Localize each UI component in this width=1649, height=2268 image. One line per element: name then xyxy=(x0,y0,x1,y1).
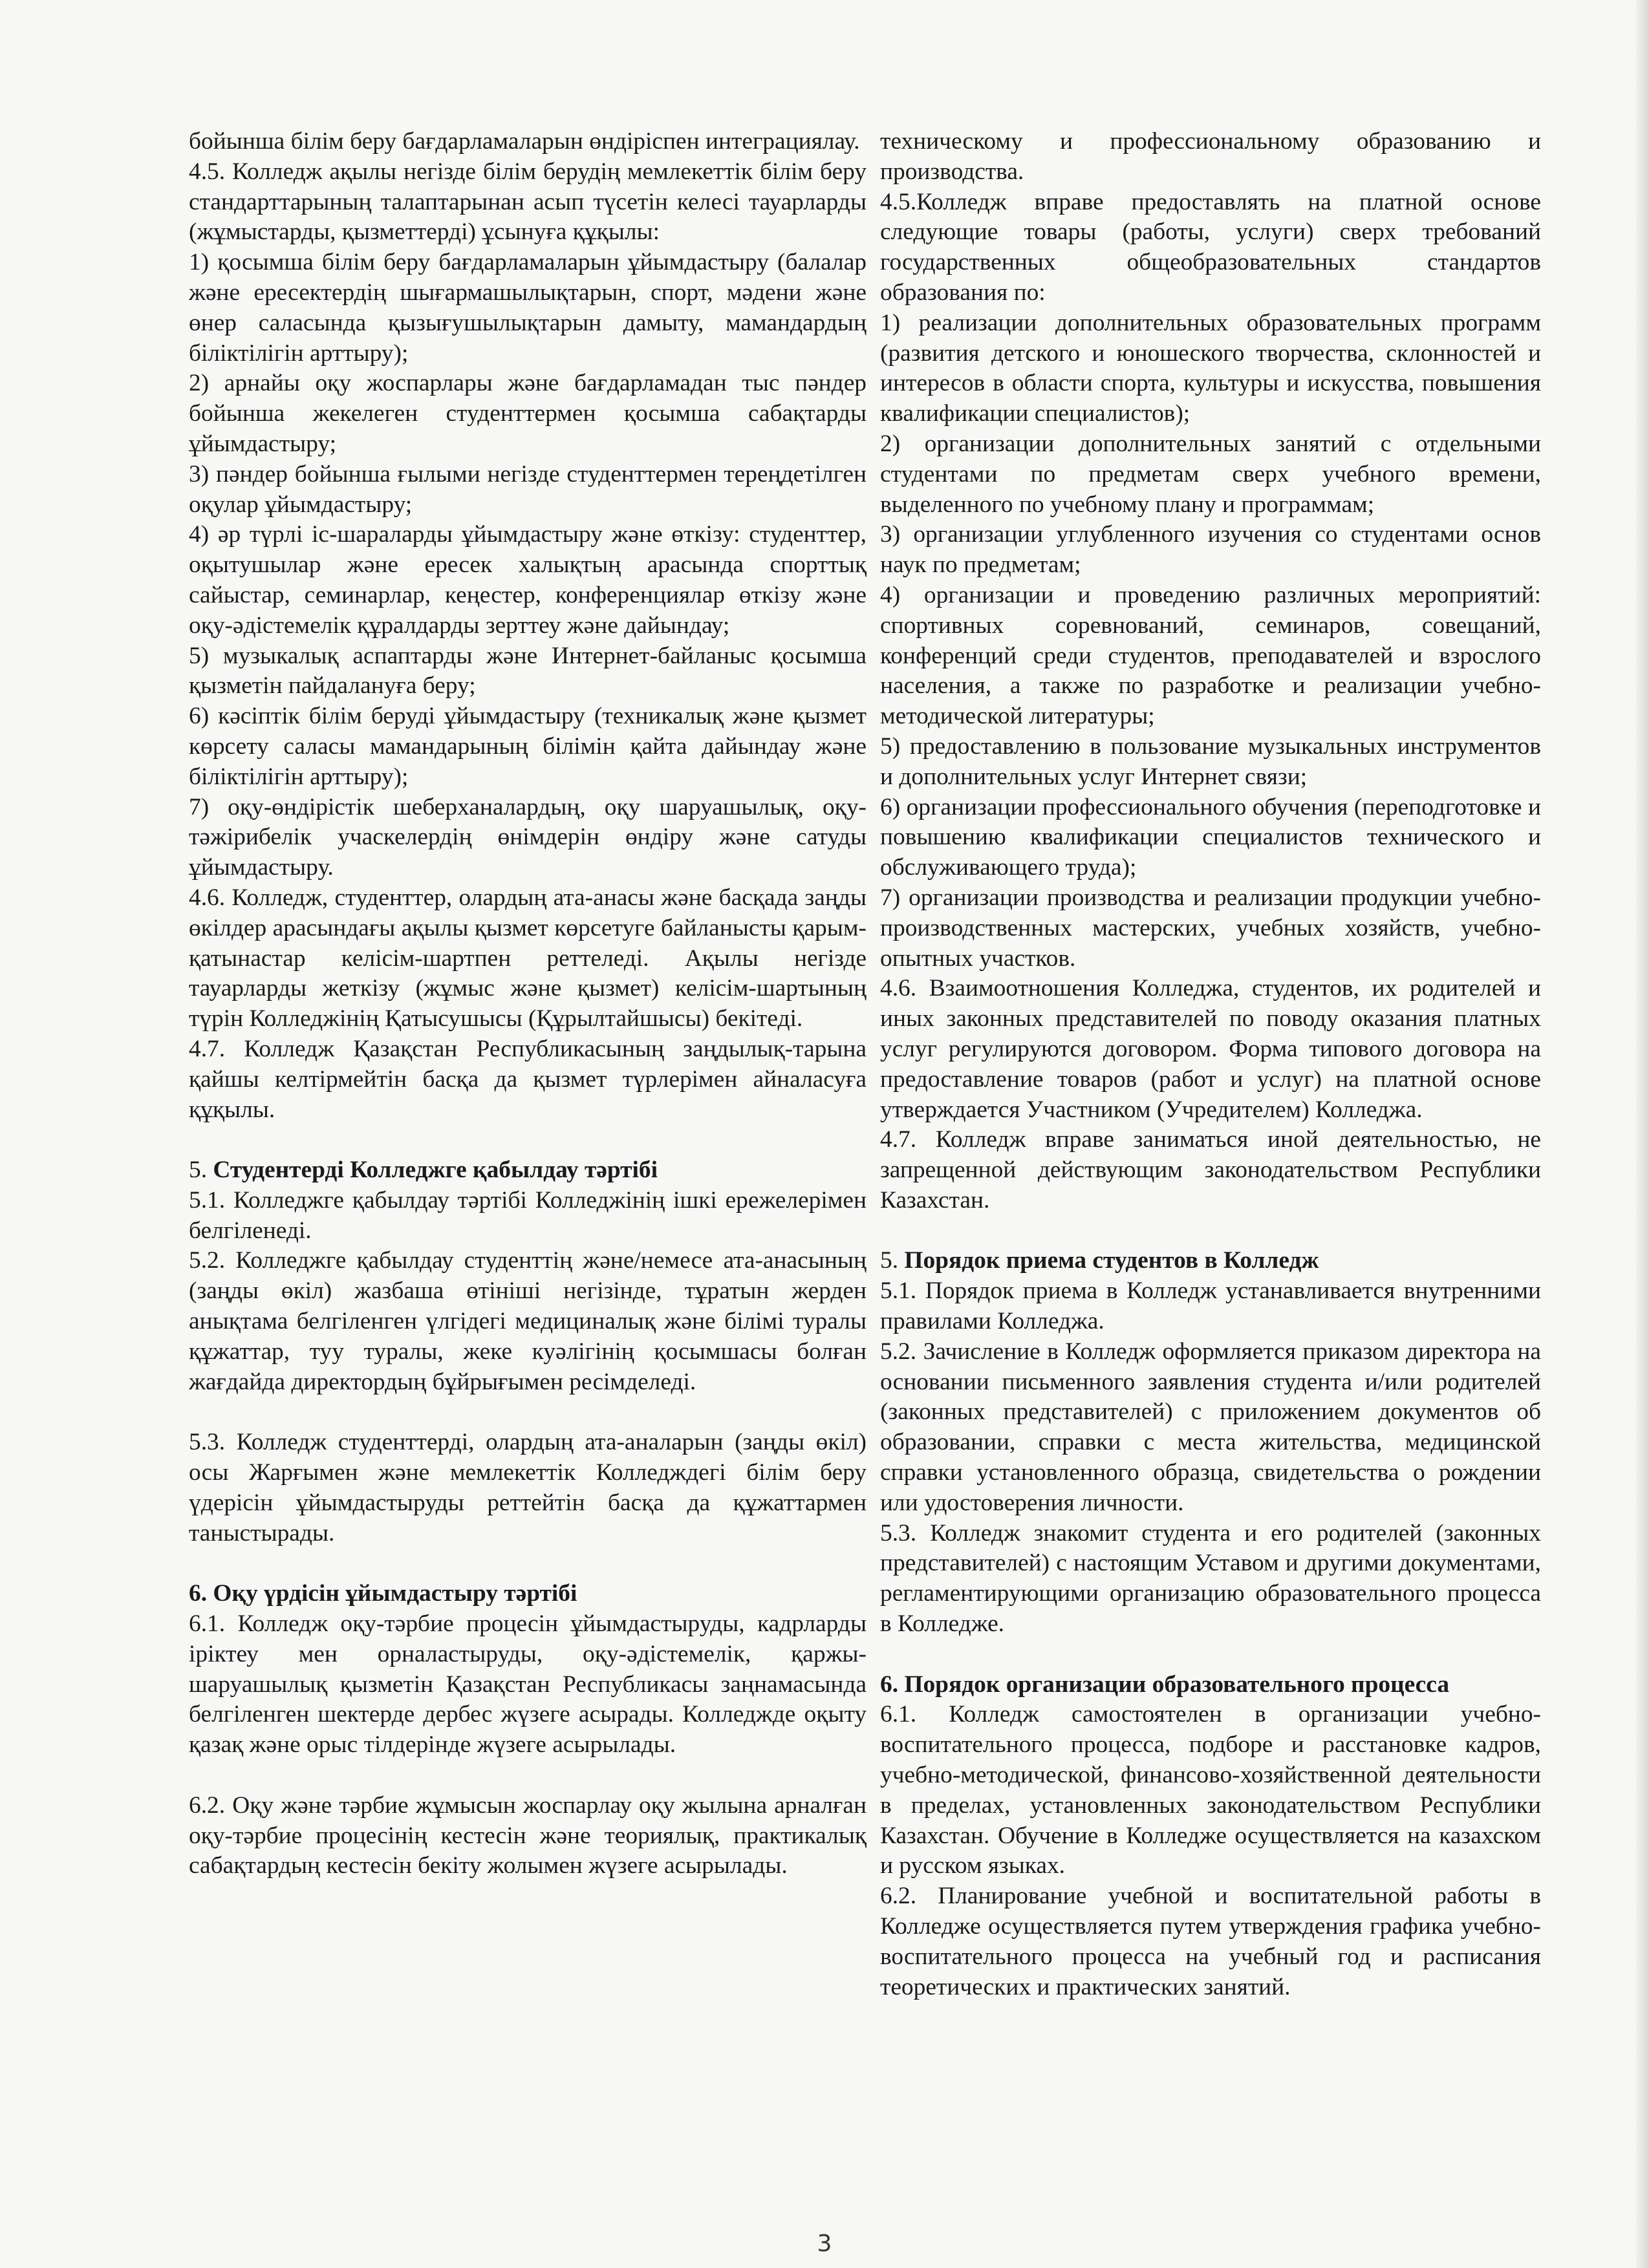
left-paragraph-4-7: 4.7. Колледж Қазақстан Республикасының заңдылық-тарына қайшы келтірмейтін басқа да қызмет түрлерімен айналасуға құқылы. xyxy=(189,1035,867,1123)
right-paragraph-6-2: 6.2. Планирование учебной и воспитательной работы в Колледже осуществляется путем утверждения графика учебно-воспитательного процесса на учебный год и расписания теоретических и практических занятий. xyxy=(880,1883,1541,2000)
right-list-item-1: 1) реализации дополнительных образовательных программ (развития детского и юношеского творчества, склонностей и интересов в области спорта, культуры и искусства, повышения квалификации специалистов); xyxy=(880,309,1541,427)
right-list-item-3: 3) организации углубленного изучения со студентами основ наук по предметам; xyxy=(880,521,1541,579)
right-list-item-2: 2) организации дополнительных занятий с отдельными студентами по предметам сверх учебного времени, выделенного по учебному плану и программам; xyxy=(880,430,1541,518)
right-section-5-number: 5. xyxy=(880,1247,905,1274)
page-number: 3 xyxy=(817,2231,832,2257)
left-paragraph-4-5: 4.5. Колледж ақылы негізде білім берудің мемлекеттік білім беру стандарттарының талаптарынан асып түсетін келесі тауарларды (жұмыстарды, қызметтерді) ұсынуға құқылы: xyxy=(189,158,867,246)
left-section-6-heading: 6. Оқу үрдісін ұйымдастыру тәртібі xyxy=(189,1580,577,1607)
right-list-item-6: 6) организации профессионального обучения (переподготовке и повышению квалификации специалистов технического и обслуживающего труда); xyxy=(880,793,1541,881)
left-list-item-3: 3) пәндер бойынша ғылыми негізде студенттермен тереңдетілген оқулар ұйымдастыру; xyxy=(189,460,867,518)
left-paragraph-integration: бойынша білім беру бағдарламаларын өндіріспен интеграциялау. xyxy=(189,128,860,155)
right-paragraph-5-2: 5.2. Зачисление в Колледж оформляется приказом директора на основании письменного заявления студента и/или родителей (законных представителей) с приложением документов об образовании, справки с места жительства, медицинской справки установленного образца, свидетельства о рождении или удостоверения личности. xyxy=(880,1338,1541,1516)
right-section-5-heading xyxy=(880,1246,1541,1276)
left-section-5-title: Студентерді Колледжге қабылдау тәртібі xyxy=(213,1157,658,1184)
right-paragraph-6-1: 6.1. Колледж самостоятелен в организации учебно-воспитательного процесса, подборе и расстановке кадров, учебно-методической, финансово-хозяйственной деятельности в пределах, установленных законодательством Республики Казахстан. Обучение в Колледже осуществляется на казахском и русском языках. xyxy=(880,1701,1541,1879)
left-paragraph-5-3: 5.3. Колледж студенттерді, олардың ата-аналарын (заңды өкіл) осы Жарғымен және мемлекеттік Колледждегі білім беру үдерісін ұйымдастыруды реттейтін басқа да құжаттармен таныстырады. xyxy=(189,1429,867,1546)
left-list-item-5: 5) музыкалық аспаптарды және Интернет-байланыс қосымша қызметін пайдалануға беру; xyxy=(189,642,867,700)
left-paragraph-4-6: 4.6. Колледж, студенттер, олардың ата-анасы және басқада заңды өкілдер арасындағы ақылы қызмет көрсетуге байланысты қарым-қатынастар келісім-шартпен реттеледі. Ақылы негізде тауарларды жеткізу (жұмыс және қызмет) келісім-шартының түрін Колледжінің Қатысушысы (Құрылтайшысы) бекітеді. xyxy=(189,884,867,1032)
right-paragraph-integration: техническому и профессиональному образованию и производства. xyxy=(880,128,1541,185)
left-list-item-7: 7) оқу-өндірістік шеберханалардың, оқу шаруашылық, оқу-тәжірибелік учаскелердің өнімдерін өндіру және сатуды ұйымдастыру. xyxy=(189,793,867,881)
left-paragraph-5-1: 5.1. Колледжге қабылдау тәртібі Колледжінің ішкі ережелерімен белгіленеді. xyxy=(189,1186,867,1244)
left-paragraph-5-2: 5.2. Колледжге қабылдау студенттің және/немесе ата-анасының (заңды өкіл) жазбаша өтініші негізінде, тұратын жерден анықтама белгіленген үлгідегі медициналық жәнe білімі туралы құжаттар, туу туралы, жеке куәлігінің қосымшасы болған жағдайда директордың бұйрығымен ресімделеді. xyxy=(189,1247,867,1395)
page-edge-shadow xyxy=(1636,0,1649,2268)
left-paragraph-6-1: 6.1. Колледж оқу-тәрбие процесін ұйымдастыруды, кадрларды іріктеу мен орналастыруды, оқу-әдістемелік, қаржы-шаруашылық қызметін Қазақстан Республикасы заңнамасында белгіленген шектерде дербес жүзеге асырады. Колледжде оқыту қазақ және орыс тілдерінде жүзеге асырылады. xyxy=(189,1610,867,1759)
right-section-5-title: Порядок приема студентов в Колледж xyxy=(904,1247,1319,1274)
right-paragraph-5-3: 5.3. Колледж знакомит студента и его родителей (законных представителей) с настоящим Уставом и другими документами, регламентирующими организацию образовательного процесса в Колледже. xyxy=(880,1519,1541,1638)
kazakh-text-column xyxy=(189,127,867,2196)
left-section-5-heading xyxy=(189,1155,867,1186)
right-section-6-heading: 6. Порядок организации образовательного процесса xyxy=(880,1671,1450,1698)
right-paragraph-4-5: 4.5.Колледж вправе предоставлять на платной основе следующие товары (работы, услуги) сверх требований государственных общеобразовательных стандартов образования по: xyxy=(880,188,1541,306)
right-list-item-7: 7) организации производства и реализации продукции учебно-производственных мастерских, учебных хозяйств, учебно-опытных участков. xyxy=(880,884,1541,972)
right-paragraph-5-1: 5.1. Порядок приема в Колледж устанавливается внутренними правилами Колледжа. xyxy=(880,1278,1541,1335)
left-list-item-4: 4) әр түрлі іс-шараларды ұйымдастыру және өткізу: студенттер, оқытушылар және ересек халықтың арасында спорттық сайыстар, семинарлар, кеңестер, конференциялар өткізу және оқу-әдістемелік құралдарды зерттеу және дайындау; xyxy=(189,521,867,639)
left-paragraph-6-2: 6.2. Оқу және тәрбие жұмысын жоспарлау оқу жылына арналған оқу-тәрбие процесінің кестесін және теориялық, практикалық сабақтардың кестесін бекіту жолымен жүзеге асырылады. xyxy=(189,1792,867,1879)
right-paragraph-4-7: 4.7. Колледж вправе заниматься иной деятельностью, не запрещенной действующим законодательством Республики Казахстан. xyxy=(880,1126,1541,1214)
left-section-5-number: 5. xyxy=(189,1157,213,1184)
left-list-item-1: 1) қосымша білім беру бағдарламаларын ұйымдастыру (балалар және ересектердің шығармашылықтарын, спорт, мәдени және өнер саласында қызығушылықтарын дамыту, мамандардың біліктілігін арттыру); xyxy=(189,249,867,367)
right-list-item-5: 5) предоставлению в пользование музыкальных инструментов и дополнительных услуг Интернет связи; xyxy=(880,733,1541,790)
right-paragraph-4-6: 4.6. Взаимоотношения Колледжа, студентов, их родителей и иных законных представителей по поводу оказания платных услуг регулируются договором. Форма типового договора на предоставление товаров (работ и услуг) на платной основе утверждается Участником (Учредителем) Колледжа. xyxy=(880,975,1541,1123)
left-list-item-6: 6) кәсіптік білім беруді ұйымдастыру (техникалық және қызмет көрсету саласы мамандарының білімін қайта дайындау және біліктілігін арттыру); xyxy=(189,703,867,790)
left-list-item-2: 2) арнайы оқу жоспарлары және бағдарламадан тыс пәндер бойынша жекелеген студенттермен қосымша сабақтарды ұйымдастыру; xyxy=(189,370,867,457)
right-list-item-4: 4) организации и проведению различных мероприятий: спортивных соревнований, семинаров, совещаний, конференций среди студентов, преподавателей и взрослого населения, а также по разработке и реализации учебно-методической литературы; xyxy=(880,581,1541,730)
russian-text-column xyxy=(880,127,1541,2196)
